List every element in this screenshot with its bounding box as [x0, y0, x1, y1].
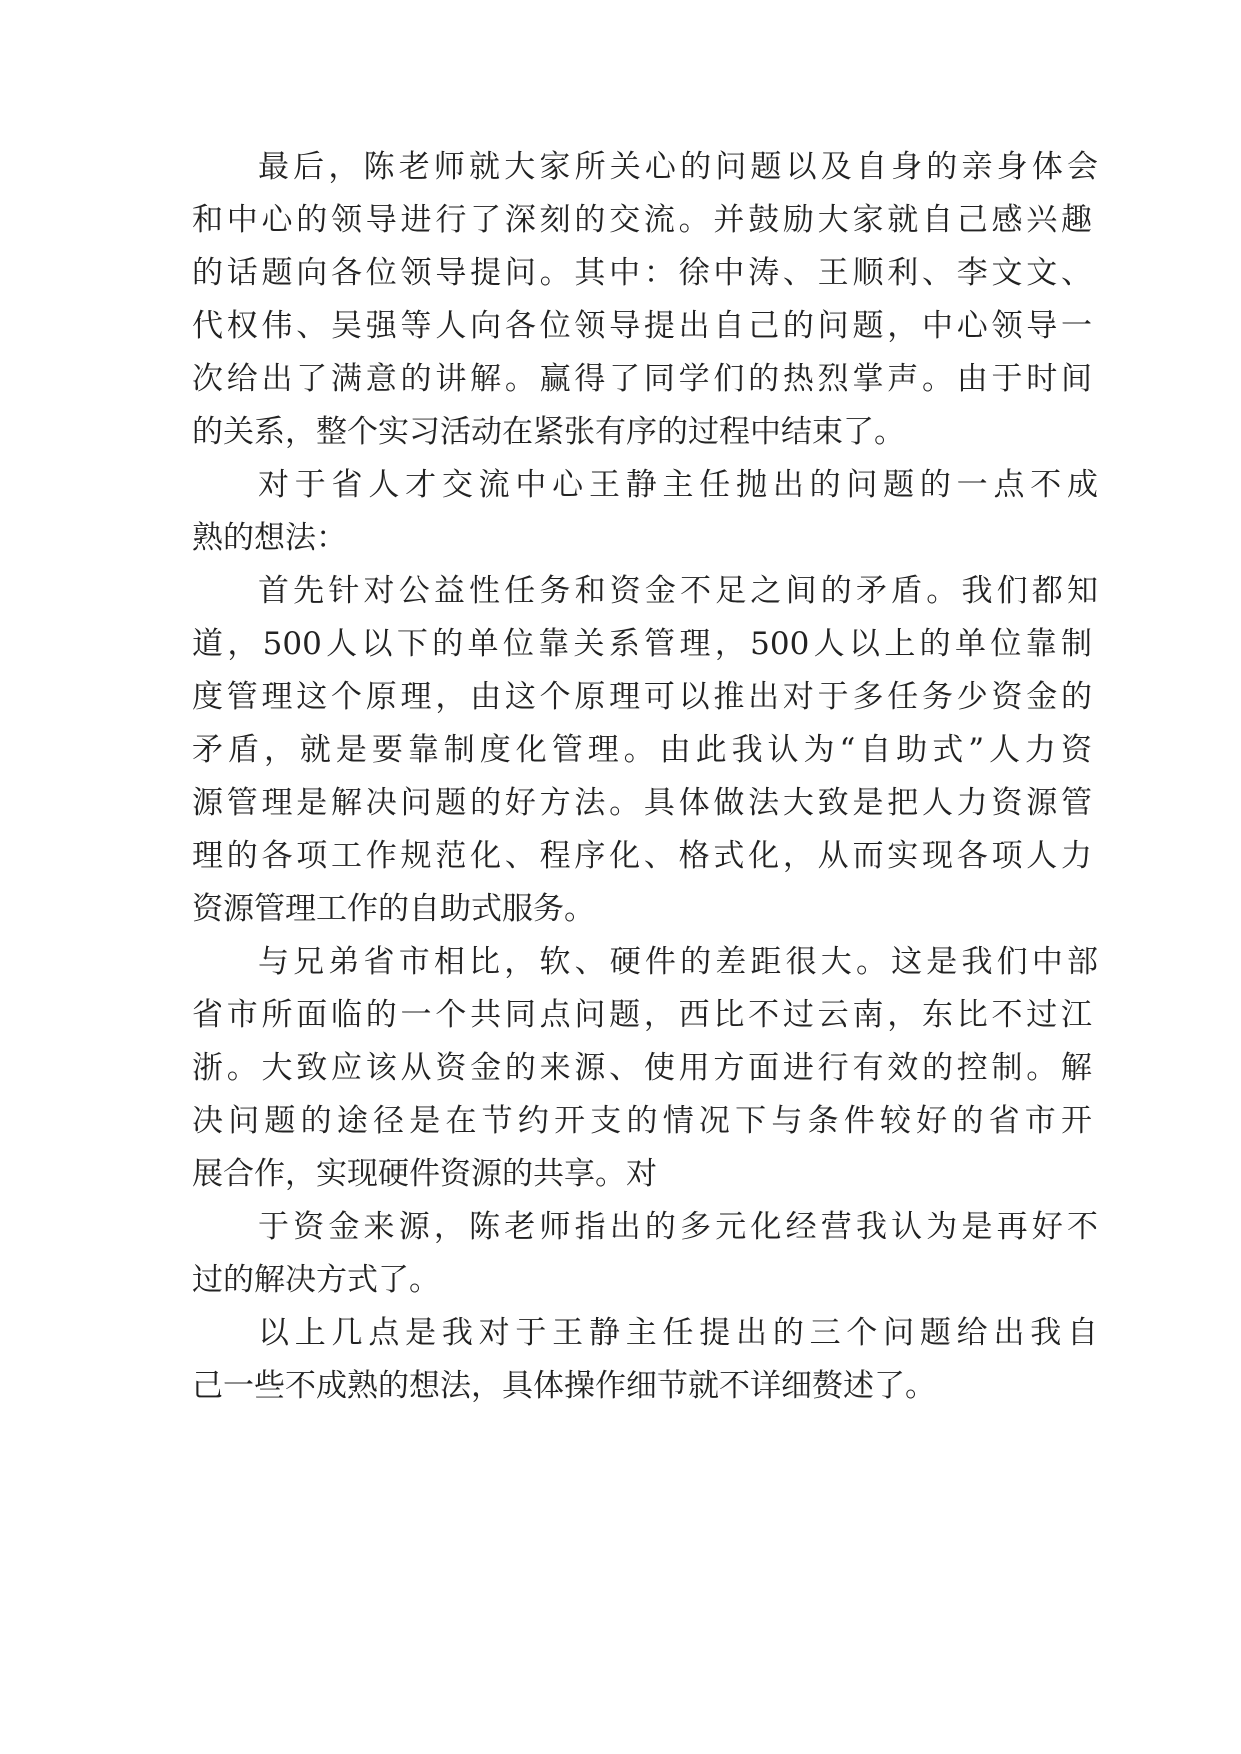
paragraph-1-line-3: 的话题向各位领导提问。其中：徐中涛、王顺利、李文文、 [192, 255, 1092, 291]
paragraph-3-line-1: 首先针对公益性任务和资金不足之间的矛盾。我们都知 [258, 573, 1098, 609]
paragraph-5-line-2: 过的解决方式了。 [192, 1262, 440, 1298]
paragraph-3-line-5: 源管理是解决问题的好方法。具体做法大致是把人力资源管 [192, 785, 1092, 821]
paragraph-5-line-1: 于资金来源，陈老师指出的多元化经营我认为是再好不 [258, 1209, 1098, 1245]
paragraph-6-line-2: 己一些不成熟的想法，具体操作细节就不详细赘述了。 [192, 1368, 936, 1404]
paragraph-1-line-4: 代权伟、吴强等人向各位领导提出自己的问题，中心领导一 [192, 308, 1092, 344]
paragraph-3-line-7: 资源管理工作的自助式服务。 [192, 891, 595, 927]
paragraph-3-line-3: 度管理这个原理，由这个原理可以推出对于多任务少资金的 [192, 679, 1092, 715]
paragraph-3-line-2: 道，500人以下的单位靠关系管理，500人以上的单位靠制 [192, 626, 1092, 662]
paragraph-6-line-1: 以上几点是我对于王静主任提出的三个问题给出我自 [258, 1315, 1098, 1351]
paragraph-4-line-2: 省市所面临的一个共同点问题，西比不过云南，东比不过江 [192, 997, 1092, 1033]
paragraph-2-line-1: 对于省人才交流中心王静主任抛出的问题的一点不成 [258, 467, 1098, 503]
paragraph-4-line-3: 浙。大致应该从资金的来源、使用方面进行有效的控制。解 [192, 1050, 1092, 1086]
paragraph-1-line-1: 最后，陈老师就大家所关心的问题以及自身的亲身体会 [258, 149, 1098, 185]
paragraph-1-line-6: 的关系，整个实习活动在紧张有序的过程中结束了。 [192, 414, 905, 450]
paragraph-3-line-4: 矛盾，就是要靠制度化管理。由此我认为“自助式”人力资 [192, 732, 1092, 768]
paragraph-4-line-5: 展合作，实现硬件资源的共享。对 [192, 1156, 657, 1192]
paragraph-4-line-4: 决问题的途径是在节约开支的情况下与条件较好的省市开 [192, 1103, 1092, 1139]
paragraph-1-line-5: 次给出了满意的讲解。赢得了同学们的热烈掌声。由于时间 [192, 361, 1092, 397]
paragraph-2-line-2: 熟的想法： [192, 520, 347, 556]
paragraph-4-line-1: 与兄弟省市相比，软、硬件的差距很大。这是我们中部 [258, 944, 1098, 980]
paragraph-3-line-6: 理的各项工作规范化、程序化、格式化，从而实现各项人力 [192, 838, 1092, 874]
paragraph-1-line-2: 和中心的领导进行了深刻的交流。并鼓励大家就自己感兴趣 [192, 202, 1092, 238]
